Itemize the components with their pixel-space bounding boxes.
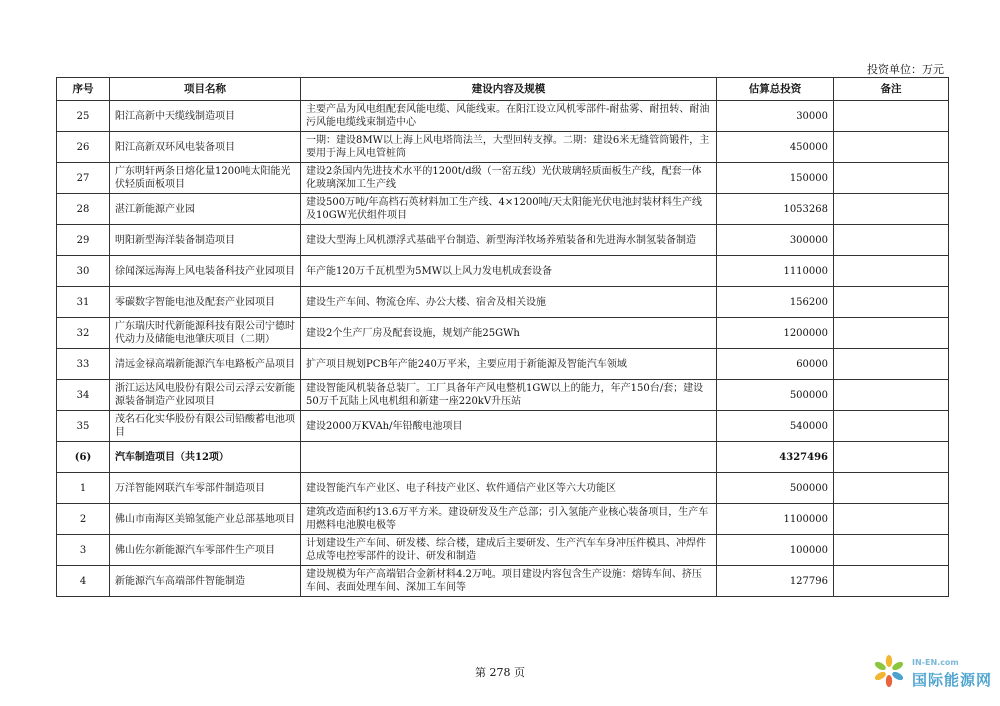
cell-remark: [834, 535, 949, 566]
table-row: [57, 287, 949, 318]
header-name: 项目名称: [110, 78, 301, 101]
cell-name: 广东瑞庆时代新能源科技有限公司宁德时代动力及储能电池肇庆项目（二期）: [110, 318, 301, 349]
cell-content: 建设500万吨/年高档石英材料加工生产线、4×1200吨/天太阳能光伏电池封装材料生产线及10GW光伏组件项目: [301, 194, 717, 225]
table-row: [57, 256, 949, 287]
cell-no: 2: [57, 504, 110, 535]
cell-no: 27: [57, 163, 110, 194]
cell-content: 建筑改造面积约13.6万平方米。建设研发及生产总部；引入氢能产业核心装备项目，生产车用燃料电池膜电极等: [301, 504, 717, 535]
table-row: [57, 566, 949, 597]
table-row: [57, 504, 949, 535]
cell-no: 4: [57, 566, 110, 597]
cell-remark: [834, 318, 949, 349]
cell-name: 阳江高新双环风电装备项目: [110, 132, 301, 163]
cell-no: 26: [57, 132, 110, 163]
cell-remark: [834, 132, 949, 163]
table-row: [57, 225, 949, 256]
cell-amount: 127796: [717, 566, 834, 597]
cell-name: 新能源汽车高端部件智能制造: [110, 566, 301, 597]
cell-remark: [834, 411, 949, 442]
cell-name: 零碳数字智能电池及配套产业园项目: [110, 287, 301, 318]
header-amount: 估算总投资: [717, 78, 834, 101]
cell-amount: 1110000: [717, 256, 834, 287]
cell-no: 1: [57, 473, 110, 504]
cell-amount: 4327496: [717, 442, 834, 473]
cell-content: 建设生产车间、物流仓库、办公大楼、宿舍及相关设施: [301, 287, 717, 318]
cell-content: 建设2条国内先进技术水平的1200t/d级（一窑五线）光伏玻璃轻质面板生产线，配套一体化玻璃深加工生产线: [301, 163, 717, 194]
logo-text-en: IN-EN.com: [912, 658, 959, 667]
table-row: [57, 380, 949, 411]
cell-amount: 1053268: [717, 194, 834, 225]
cell-remark: [834, 473, 949, 504]
cell-remark: [834, 101, 949, 132]
cell-content: 一期：建设8MW以上海上风电塔筒法兰，大型回转支撑。二期：建设6米无缝管筒锻件，主要用于海上风电管桩筒: [301, 132, 717, 163]
cell-content: 建设大型海上风机漂浮式基础平台制造、新型海洋牧场养殖装备和先进海水制氢装备制造: [301, 225, 717, 256]
cell-remark: [834, 194, 949, 225]
cell-amount: 500000: [717, 380, 834, 411]
cell-amount: 150000: [717, 163, 834, 194]
cell-name: 清远金禄高端新能源汽车电路板产品项目: [110, 349, 301, 380]
cell-remark: [834, 287, 949, 318]
cell-no: 33: [57, 349, 110, 380]
cell-name: 徐闻深远海海上风电装备科技产业园项目: [110, 256, 301, 287]
cell-amount: 100000: [717, 535, 834, 566]
cell-no: 28: [57, 194, 110, 225]
cell-name: 广东明轩两条日熔化量1200吨太阳能光伏轻质面板项目: [110, 163, 301, 194]
cell-remark: [834, 256, 949, 287]
cell-content: [301, 442, 717, 473]
cell-amount: 300000: [717, 225, 834, 256]
cell-content: 主要产品为风电组配套风能电缆、风能线束。在阳江设立风机零部件-耐盐雾、耐扭转、耐油污风能电缆线束制造中心: [301, 101, 717, 132]
cell-no: 35: [57, 411, 110, 442]
cell-name: 明阳新型海洋装备制造项目: [110, 225, 301, 256]
table-row: [57, 194, 949, 225]
page-number: 第 278 页: [475, 666, 525, 679]
cell-amount: 450000: [717, 132, 834, 163]
cell-content: 建设2000万KVAh/年铅酸电池项目: [301, 411, 717, 442]
table-row: [57, 132, 949, 163]
project-table: [56, 77, 949, 597]
cell-amount: 1200000: [717, 318, 834, 349]
table-row: [57, 349, 949, 380]
in-en-logo: [872, 652, 996, 702]
cell-remark: [834, 442, 949, 473]
table-row: [57, 473, 949, 504]
cell-name: 阳江高新中天缆线制造项目: [110, 101, 301, 132]
cell-no: 3: [57, 535, 110, 566]
cell-amount: 540000: [717, 411, 834, 442]
section-row: [57, 442, 949, 473]
cell-amount: 500000: [717, 473, 834, 504]
cell-content: 建设2个生产厂房及配套设施，规划产能25GWh: [301, 318, 717, 349]
cell-content: 建设智能风机装备总装厂。工厂具备年产风电整机1GW以上的能力，年产150台/套；建设50万千瓦陆上风电机组和新建一座220kV升压站: [301, 380, 717, 411]
cell-no: (6): [57, 442, 110, 473]
cell-name: 佛山佐尔新能源汽车零部件生产项目: [110, 535, 301, 566]
cell-remark: [834, 504, 949, 535]
cell-name: 汽车制造项目（共12项）: [110, 442, 301, 473]
table-row: [57, 163, 949, 194]
cell-name: 浙江运达风电股份有限公司云浮云安新能源装备制造产业园项目: [110, 380, 301, 411]
cell-name: 佛山市南海区美锦氢能产业总部基地项目: [110, 504, 301, 535]
cell-no: 31: [57, 287, 110, 318]
table-row: [57, 318, 949, 349]
cell-content: 建设规模为年产高端铝合金新材料4.2万吨。项目建设内容包含生产设施：熔铸车间、挤压车间、表面处理车间、深加工车间等: [301, 566, 717, 597]
investment-unit-note: 投资单位：万元: [867, 63, 944, 76]
cell-amount: 60000: [717, 349, 834, 380]
table-row: [57, 535, 949, 566]
cell-no: 30: [57, 256, 110, 287]
cell-content: 建设智能汽车产业区、电子科技产业区、软件通信产业区等六大功能区: [301, 473, 717, 504]
logo-text-cn: 国际能源网: [912, 671, 993, 689]
table-row: [57, 101, 949, 132]
sun-flower-icon: [872, 654, 906, 688]
cell-remark: [834, 349, 949, 380]
header-content: 建设内容及规模: [301, 78, 717, 101]
cell-no: 32: [57, 318, 110, 349]
cell-remark: [834, 225, 949, 256]
cell-remark: [834, 163, 949, 194]
table-row: [57, 411, 949, 442]
cell-no: 25: [57, 101, 110, 132]
cell-content: 扩产项目规划PCB年产能240万平米，主要应用于新能源及智能汽车领域: [301, 349, 717, 380]
cell-amount: 1100000: [717, 504, 834, 535]
cell-content: 年产能120万千瓦机型为5MW以上风力发电机成套设备: [301, 256, 717, 287]
cell-amount: 30000: [717, 101, 834, 132]
header-remark: 备注: [834, 78, 949, 101]
cell-remark: [834, 380, 949, 411]
cell-name: 湛江新能源产业园: [110, 194, 301, 225]
cell-remark: [834, 566, 949, 597]
cell-no: 34: [57, 380, 110, 411]
table-header-row: [57, 78, 949, 101]
header-no: 序号: [57, 78, 110, 101]
cell-content: 计划建设生产车间、研发楼、综合楼，建成后主要研发、生产汽车车身冲压件模具、冲焊件总成等电控零部件的设计、研发和制造: [301, 535, 717, 566]
cell-amount: 156200: [717, 287, 834, 318]
cell-no: 29: [57, 225, 110, 256]
cell-name: 茂名石化实华股份有限公司铅酸蓄电池项目: [110, 411, 301, 442]
cell-name: 万洋智能网联汽车零部件制造项目: [110, 473, 301, 504]
